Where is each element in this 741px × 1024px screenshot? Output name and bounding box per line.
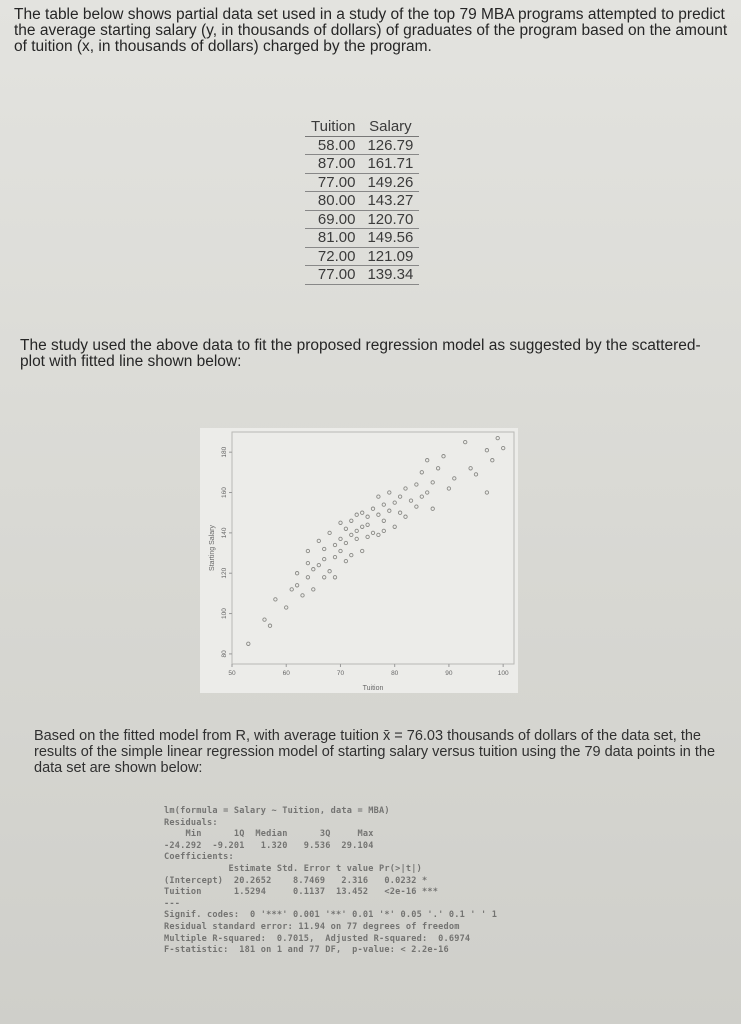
tuition-cell: 81.00 (305, 229, 361, 248)
table-header-row (305, 118, 419, 136)
intro-paragraph: The table below shows partial data set used in a study of the top 79 MBA programs attempted to predict the average starting salary (y, in thousands of dollars) of graduates of the program based on the amount of tuition (x, in thousands of dollars) charged by the program. (14, 6, 728, 55)
salary-cell: 139.34 (361, 266, 419, 285)
table-row (305, 192, 419, 211)
x-tick-label: 70 (336, 670, 345, 677)
study-paragraph: The study used the above data to fit the proposed regression model as suggested by the scattered-plot with fitted line shown below: (20, 337, 701, 370)
salary-cell: 149.26 (361, 173, 419, 192)
column-header-salary: Salary (361, 118, 419, 136)
salary-cell: 120.70 (361, 210, 419, 229)
x-axis-label: Tuition (362, 685, 384, 692)
r-line-coefficients-header: Coefficients: (164, 852, 234, 863)
based-paragraph: Based on the fitted model from R, with average tuition x̄ = 76.03 thousands of dollars of the data set, the results of the simple linear regression model of starting salary versus tuition using the 79 data points in the data set are shown below: (34, 728, 716, 776)
x-tick-label: 100 (497, 670, 509, 677)
r-line-residual-se: Residual standard error: 11.94 on 77 degrees of freedom (164, 921, 460, 932)
x-tick-label: 80 (391, 670, 399, 677)
table-row (305, 210, 419, 229)
y-tick-label: 80 (221, 650, 228, 658)
table-row (305, 266, 419, 285)
tuition-cell: 69.00 (305, 210, 361, 229)
plot-background (200, 428, 518, 693)
r-line-residuals-header: Residuals: (164, 817, 218, 828)
scatter-plot (200, 428, 518, 693)
r-line-quantile-values: -24.292 -9.201 1.320 9.536 29.104 (164, 840, 374, 851)
table-row (305, 173, 419, 192)
y-tick-label: 180 (221, 446, 228, 458)
r-line-quantile-labels: Min 1Q Median 3Q Max (164, 829, 374, 840)
r-line-coef-columns: Estimate Std. Error t value Pr(>|t|) (164, 863, 422, 874)
y-tick-label: 120 (221, 567, 228, 579)
tuition-cell: 72.00 (305, 247, 361, 266)
tuition-cell: 77.00 (305, 173, 361, 192)
table-row (305, 229, 419, 248)
salary-cell: 143.27 (361, 192, 419, 211)
table-row (305, 155, 419, 174)
x-tick-label: 90 (445, 670, 453, 677)
salary-cell: 149.56 (361, 229, 419, 248)
r-regression-output (164, 806, 720, 957)
r-line-call: lm(formula = Salary ~ Tuition, data = MBA) (164, 806, 390, 816)
r-line-separator: --- (164, 898, 181, 909)
r-line-intercept: (Intercept) 20.2652 8.7469 2.316 0.0232 * (164, 875, 428, 886)
r-line-f-statistic: F-statistic: 181 on 1 and 77 DF, p-value: < 2.2e-16 (164, 945, 449, 956)
tuition-cell: 58.00 (305, 136, 361, 155)
salary-cell: 121.09 (361, 247, 419, 266)
y-tick-label: 160 (221, 487, 228, 498)
data-table (305, 118, 419, 285)
tuition-cell: 77.00 (305, 266, 361, 285)
y-tick-label: 140 (221, 527, 228, 539)
x-tick-label: 50 (228, 670, 236, 677)
y-axis-label: Starting Salary (209, 525, 216, 571)
r-line-r-squared: Multiple R-squared: 0.7015, Adjusted R-squared: 0.6974 (164, 933, 471, 944)
salary-cell: 161.71 (361, 155, 419, 174)
r-line-signif-codes: Signif. codes: 0 '***' 0.001 '**' 0.01 '*' 0.05 '.' 0.1 ' ' 1 (164, 910, 498, 921)
x-tick-label: 60 (282, 670, 290, 677)
salary-cell: 126.79 (361, 136, 419, 155)
tuition-cell: 80.00 (305, 192, 361, 211)
column-header-tuition: Tuition (305, 118, 361, 136)
table-row (305, 247, 419, 266)
r-line-tuition: Tuition 1.5294 0.1137 13.452 <2e-16 *** (164, 887, 439, 898)
table-row (305, 136, 419, 155)
tuition-cell: 87.00 (305, 155, 361, 174)
y-tick-label: 100 (221, 608, 228, 619)
